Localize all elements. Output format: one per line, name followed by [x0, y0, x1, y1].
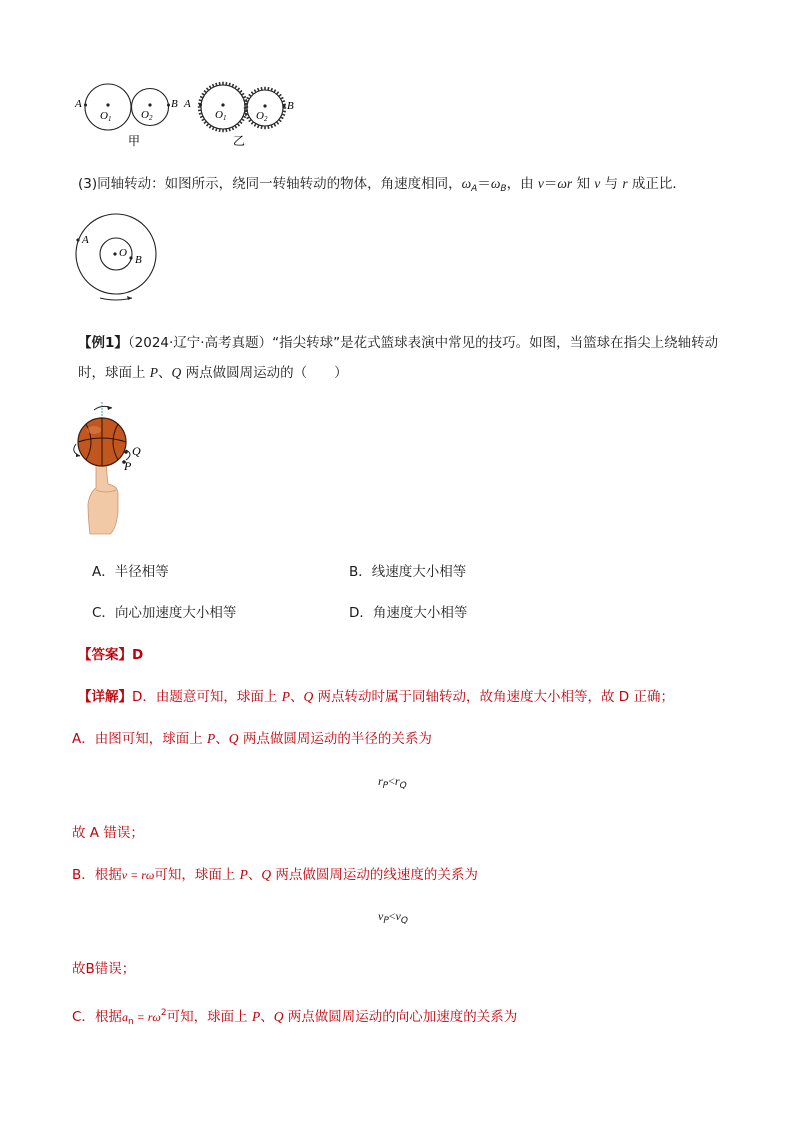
label-a-coaxial: A — [82, 234, 89, 246]
detail-b-line: B．根据v = rω可知，球面上 P、Q 两点做圆周运动的线速度的关系为 — [72, 867, 478, 883]
basketball-figure — [66, 400, 156, 535]
detail-a-conclusion: 故 A 错误； — [72, 825, 144, 841]
label-a-right: A — [184, 98, 191, 110]
example-label: 【例1】 — [78, 335, 128, 351]
label-o1-left: O1 — [100, 110, 112, 123]
label-a-left: A — [75, 98, 82, 110]
detail-d-line: 【详解】D．由题意可知，球面上 P、Q 两点转动时属于同轴转动，故角速度大小相等，故 D 正确； — [78, 689, 674, 705]
example-line-2: 时，球面上 P、Q 两点做圆周运动的（ ） — [78, 365, 348, 381]
label-q: Q — [132, 444, 141, 458]
caption-jia: 甲 — [128, 134, 141, 148]
gear-o1-right — [198, 82, 248, 132]
caption-yi: 乙 — [233, 134, 246, 148]
detail-b-conclusion: 故B错误； — [72, 961, 136, 977]
coaxial-figure — [70, 210, 170, 305]
example-line-1: 【例1】（2024·辽宁·高考真题）“指尖转球”是花式篮球表演中常见的技巧。如图，当篮球在指尖上绕轴转动 — [78, 335, 719, 351]
relation-radius: $r_P<r_Q$ — [378, 774, 407, 791]
option-b[interactable]: B．线速度大小相等 — [349, 564, 467, 580]
option-c[interactable]: C．向心加速度大小相等 — [92, 605, 237, 621]
hand — [88, 464, 118, 534]
answer: 【答案】D — [78, 647, 144, 663]
label-b-right: B — [287, 100, 294, 112]
relation-velocity: $v_P<v_Q$ — [378, 909, 408, 926]
label-b-coaxial: B — [135, 254, 142, 266]
detail-c-line: C．根据$a_n = r\omega^2$可知，球面上 P、Q 两点做圆周运动的向心加速度的关系为 — [72, 1008, 518, 1027]
detail-a-line: A．由图可知，球面上 P、Q 两点做圆周运动的半径的关系为 — [72, 731, 432, 747]
wheel-o1-left — [85, 84, 131, 130]
label-o2-left: O2 — [141, 109, 153, 122]
option-a[interactable]: A．半径相等 — [92, 564, 169, 580]
example-source: （2024·辽宁·高考真题） — [127, 335, 273, 351]
label-b-left: B — [171, 98, 178, 110]
transmission-figure — [70, 72, 310, 152]
label-o-coaxial: O — [119, 247, 127, 259]
coaxial-paragraph: (3)同轴转动：如图所示，绕同一转轴转动的物体，角速度相同，$\omega_A=\omega_B$，由 v＝ωr 知 v 与 r 成正比． — [78, 176, 686, 194]
label-o2-right: O2 — [256, 110, 268, 123]
rotation-arrow — [100, 298, 132, 300]
label-o1-right: O1 — [215, 109, 227, 122]
label-p: P — [124, 459, 132, 473]
option-d[interactable]: D．角速度大小相等 — [349, 605, 468, 621]
